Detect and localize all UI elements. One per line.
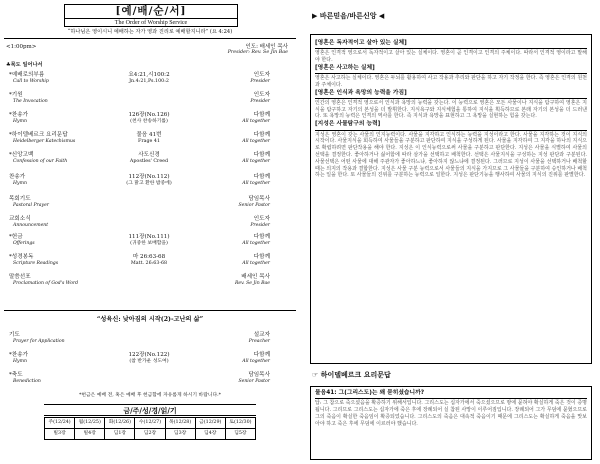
article-section-title: [지성은 사물탐구의 능력] — [315, 121, 381, 128]
order-item-detail: 111장(No.111) — [128, 234, 170, 240]
order-item-detail: 112장(No.112) — [128, 174, 170, 180]
order-item — [4, 92, 296, 106]
catechism-answer: 답: 그 참으로 죽으셨음을 확증하기 위해서입니다. 그리스도는 십자가에서 죽으셨으므로 땅에 묻혀야 확실하게 죽은 것이 증명됩니다. 그리므로 그리스도는 십자가에 죽은 후에 장례되어 실 참된 사망이 이루어짐입니다. 장례되어 그가 무덤에 묻혔으므로 그의 죽음이 확실한 죽음임이 확증되었습니다. 그리스도의 죽음은 대속적 죽음이기 때문에 그리스도는 확실하게 죽음을 맛보아야 하고 죽은 후에 무덤에 이르러야 했습니다. — [315, 400, 587, 427]
reading-passage: 빌3장 — [45, 429, 75, 440]
worship-title: [예/배/순/서] — [64, 4, 238, 18]
order-item-name: 목회기도 — [9, 196, 31, 202]
order-item-leader-en: Rev. Se Jin Bae — [234, 281, 270, 286]
order-item-name-en: Benediction — [13, 379, 41, 384]
order-item-name: *헌금 — [9, 234, 23, 240]
order-item — [4, 72, 296, 86]
reading-passage: 딤4장 — [195, 429, 225, 440]
order-item-leader: 배세인 목사 — [241, 274, 270, 280]
order-item-name: 교회소식 — [9, 216, 31, 222]
divider — [315, 98, 587, 99]
order-item-leader: 다함께 — [253, 254, 270, 260]
order-item-name: *하이델베르크 요리문답 — [9, 132, 68, 138]
order-item-leader: 다함께 — [253, 352, 270, 358]
order-item-leader-en: Senior Pastor — [238, 203, 270, 208]
order-item-detail-sub: (천사 찬송하기를) — [130, 119, 168, 124]
order-item-leader: 다함께 — [253, 174, 270, 180]
order-item-leader: 다함께 — [253, 112, 270, 118]
order-item-detail-sub: Matt. 26:63-68 — [130, 261, 168, 266]
order-item — [4, 112, 296, 126]
order-item-leader-en: All together — [242, 241, 270, 246]
order-item-name-en: Pastoral Prayer — [13, 203, 49, 208]
order-item — [4, 274, 296, 288]
order-item-leader: 다함께 — [253, 234, 270, 240]
order-item-leader: 다함께 — [253, 132, 270, 138]
article-section-title: [영혼은 사고하는 실체] — [315, 64, 375, 71]
order-item-name: 찬송가 — [9, 174, 26, 180]
reading-day: 주(12/24) — [45, 418, 75, 429]
worship-subtitle: The Order of Worship Service — [64, 18, 238, 27]
order-item-name-en: Prayer for Application — [13, 339, 65, 344]
order-item-detail: 122장(No.122) — [128, 352, 170, 358]
reading-passage: 빌4장 — [75, 429, 105, 440]
order-item-leader-en: Senior Pastor — [238, 379, 270, 384]
order-item-leader: 담임목사 — [248, 372, 270, 378]
order-item-name: *예배로의부름 — [9, 72, 45, 78]
reading-passage: 딤1장 — [105, 429, 135, 440]
order-of-worship-page — [4, 4, 296, 460]
faith-heading: ▶ 바른믿음/바른신앙 ◀ — [312, 12, 385, 20]
order-item-detail-sub: (참 반가운 성도여) — [129, 359, 169, 364]
order-item-name-en: Proclamation of God's Word — [13, 281, 79, 286]
article-section-text: 인간의 영혼은 인격적 영으로서 인식과 욕망의 능력을 갖는다. 이 능력으로 영혼은 모든 사물이나 지식을 탐구하여 영혼은 지식을 탐구하고 자기의 본성을 더 발휘한다. 지식욕구와 지식체험을 통하여 지식을 획득하므로 본래 자기의 본성을 더 드러낸다. 또 욕망의 능력은 인격의 역사를 한다. 즉 지식과 욕망을 표현하고 그 욕망을 실현하는 힘을 갖는다. — [315, 99, 587, 120]
bible-reading-table — [44, 417, 256, 440]
order-item-leader-en: Preacher — [248, 339, 270, 344]
bible-reading-title: 금/주/성/경/읽/기 — [44, 404, 256, 416]
reading-day: 화(12/26) — [105, 418, 135, 429]
order-item-leader: 설교자 — [253, 332, 270, 338]
catechism-box — [310, 386, 592, 460]
order-item-name-en: Announcement — [13, 223, 49, 228]
order-item-leader-en: All together — [242, 181, 270, 186]
reading-day: 수(12/27) — [135, 418, 165, 429]
order-item-name: *성경봉독 — [9, 254, 34, 260]
presider-label-en: Presider: Rev. Se Jin Bae — [227, 50, 288, 55]
order-item — [4, 234, 296, 248]
reading-day: 금(12/29) — [195, 418, 225, 429]
order-item-detail: 물음 41번 — [136, 132, 162, 138]
faith-article-box — [310, 34, 592, 364]
order-item-detail: 126장(No.126) — [128, 112, 170, 118]
order-item-leader-en: Presider — [250, 223, 270, 228]
order-item-detail-sub: Frage 41 — [137, 139, 161, 144]
order-item-detail-sub: (그 맑고 환한 밤중에) — [126, 181, 172, 186]
order-item-leader: 인도자 — [253, 92, 270, 98]
order-item-name: *축도 — [9, 372, 23, 378]
order-item — [4, 254, 296, 268]
order-item — [4, 174, 296, 188]
reading-day: 토(12/30) — [225, 418, 255, 429]
order-item-name: *신앙고백 — [9, 152, 34, 158]
order-item — [4, 196, 296, 210]
order-item-leader-en: All together — [242, 139, 270, 144]
order-item-name-en: Offerings — [13, 241, 35, 246]
order-item-name-en: The Invocation — [13, 99, 48, 104]
order-item — [4, 372, 296, 386]
order-item-detail: 사도신경 — [138, 152, 160, 158]
reading-passage: 딤3장 — [165, 429, 195, 440]
order-item-name-en: Scripture Readings — [13, 261, 59, 266]
divider — [315, 73, 587, 74]
service-time: <1:00pm> — [6, 44, 37, 50]
order-item-leader: 인도자 — [253, 216, 270, 222]
order-item — [4, 332, 296, 346]
order-item — [4, 152, 296, 166]
reading-day: 월(12/25) — [75, 418, 105, 429]
divider — [4, 38, 296, 39]
order-item — [4, 132, 296, 146]
offering-notice: *헌금은 예배 전, 혹은 예배 후 헌금함에 자유롭게 하시기 바랍니다.* — [78, 393, 222, 398]
order-item-detail: 마 26:63-68 — [132, 254, 166, 260]
order-item-leader-en: All together — [242, 359, 270, 364]
order-item-name-en: Hymn — [13, 181, 27, 186]
order-item-detail-sub: Apostles' Creed — [129, 159, 169, 164]
sermon-title: “성육신: 낮아짐의 시작(2)-고난의 삶” — [96, 316, 204, 323]
article-section-title: [영혼은 독자적이고 살아 있는 실체] — [315, 40, 407, 46]
order-item-detail: 요4:21,시100:2 — [128, 72, 170, 78]
catechism-question: 물음41: 그(그리스도)는 왜 묻히셨습니까? — [315, 390, 425, 396]
order-item-leader: 인도자 — [253, 72, 270, 78]
order-item-name-en: Heidelberger Katechismus — [13, 139, 76, 144]
reading-passage: 딤2장 — [135, 429, 165, 440]
order-item-name: 기도 — [9, 332, 20, 338]
order-item-leader-en: Presider — [250, 79, 270, 84]
reading-passage: 딤5장 — [225, 429, 255, 440]
order-item-name: 말씀선포 — [9, 274, 31, 280]
presider-label: 인도: 배세인 목사 — [245, 44, 288, 50]
order-item — [4, 352, 296, 366]
divider — [4, 310, 296, 311]
article-section-title: [영혼은 인식과 욕망의 능력을 가짐] — [315, 89, 407, 96]
order-item-detail-sub: (귀중한 보배합을) — [130, 241, 168, 246]
order-item-leader-en: All together — [242, 119, 270, 124]
order-item-name-en: Hymn — [13, 119, 27, 124]
article-section-text: 영혼은 사고하는 실체이다. 영혼은 두뇌를 활용하여 사고 작용과 추리와 판단을 하고 자기 작정을 한다. 즉 영혼은 인격의 원천과 주체이다. — [315, 75, 587, 88]
order-item-name: *찬송가 — [9, 352, 29, 358]
order-item-name: *찬송가 — [9, 112, 29, 118]
article-section-text: 영혼은 인격적 영으로서 독자적이고 살아 있는 실체이다. 영혼이 곧 인격이고 인격의 주체이다. 따라서 인격적 영이라고 말해야 한다. — [315, 50, 587, 64]
divider — [315, 130, 587, 131]
article-section-text: 지성은 영혼이 갖는 사물의 인지능력이다. 사물을 지각하고 인식하는 능력을 지성이라고 한다. 사물을 지각하는 것이 지식의 시작이다. 사물지식을 회득하여 사물들을 구분하고 판단하여 지식을 구성하게 된다. 사물을 지각하여 그 지각을 하나의 지식으로 확립하려면 판단작용을 해야 한다. 지성은 이 인식능력으로써 사물을 구분하고 판단한다. 지성은 사물을 식별하여 사물의 선택을 결정한다. 좋아하거나 싫어함에 따라 삼가을 선택하고 배척한다. 선택은 사물지식을 구성하는 지성 판단과 구분된다. 사물선택은 어떤 사물에 대해 주관자가 좋아하느냐, 좋아하지 않느냐에 결정된다. 그러므로 지성이 사물을 선택하거나 배척할 때는 의지의 작용과 결합한다. 지성은 사물 구분 능력으로서 사물들의 지식을 가지므로 그 사물들을 구분하여 승인하거나 배척하는 일을 한다. 또 사물들의 진위를 구분하는 능력으로 일한다. 지성은 판단기능을 행사하여 사물의 지식의 진위를 판별한다. — [315, 131, 587, 179]
section-label: ♣묵도 일어나서 — [6, 62, 43, 68]
order-item-leader-en: All together — [242, 159, 270, 164]
faith-page — [304, 4, 596, 460]
worship-verse: “하나님은 영이시니 예배하는 자가 영과 진리로 예배할지니라” (요 4:24) — [67, 29, 233, 35]
order-item-name-en: Call to Worship — [13, 79, 49, 84]
order-item-name: *기원 — [9, 92, 23, 98]
order-item-name-en: Hymn — [13, 359, 27, 364]
order-item-name-en: Confession of our Faith — [13, 159, 68, 164]
order-item-leader: 다함께 — [253, 152, 270, 158]
order-item-detail-sub: Jn.4:21,Ps.100:2 — [129, 79, 169, 84]
order-item-leader: 담임목사 — [248, 196, 270, 202]
order-item-leader-en: All together — [242, 261, 270, 266]
order-item — [4, 216, 296, 230]
order-item-leader-en: Presider — [250, 99, 270, 104]
catechism-heading: ☞ 하이델베르크 요리문답 — [312, 371, 391, 379]
reading-day: 목(12/28) — [165, 418, 195, 429]
